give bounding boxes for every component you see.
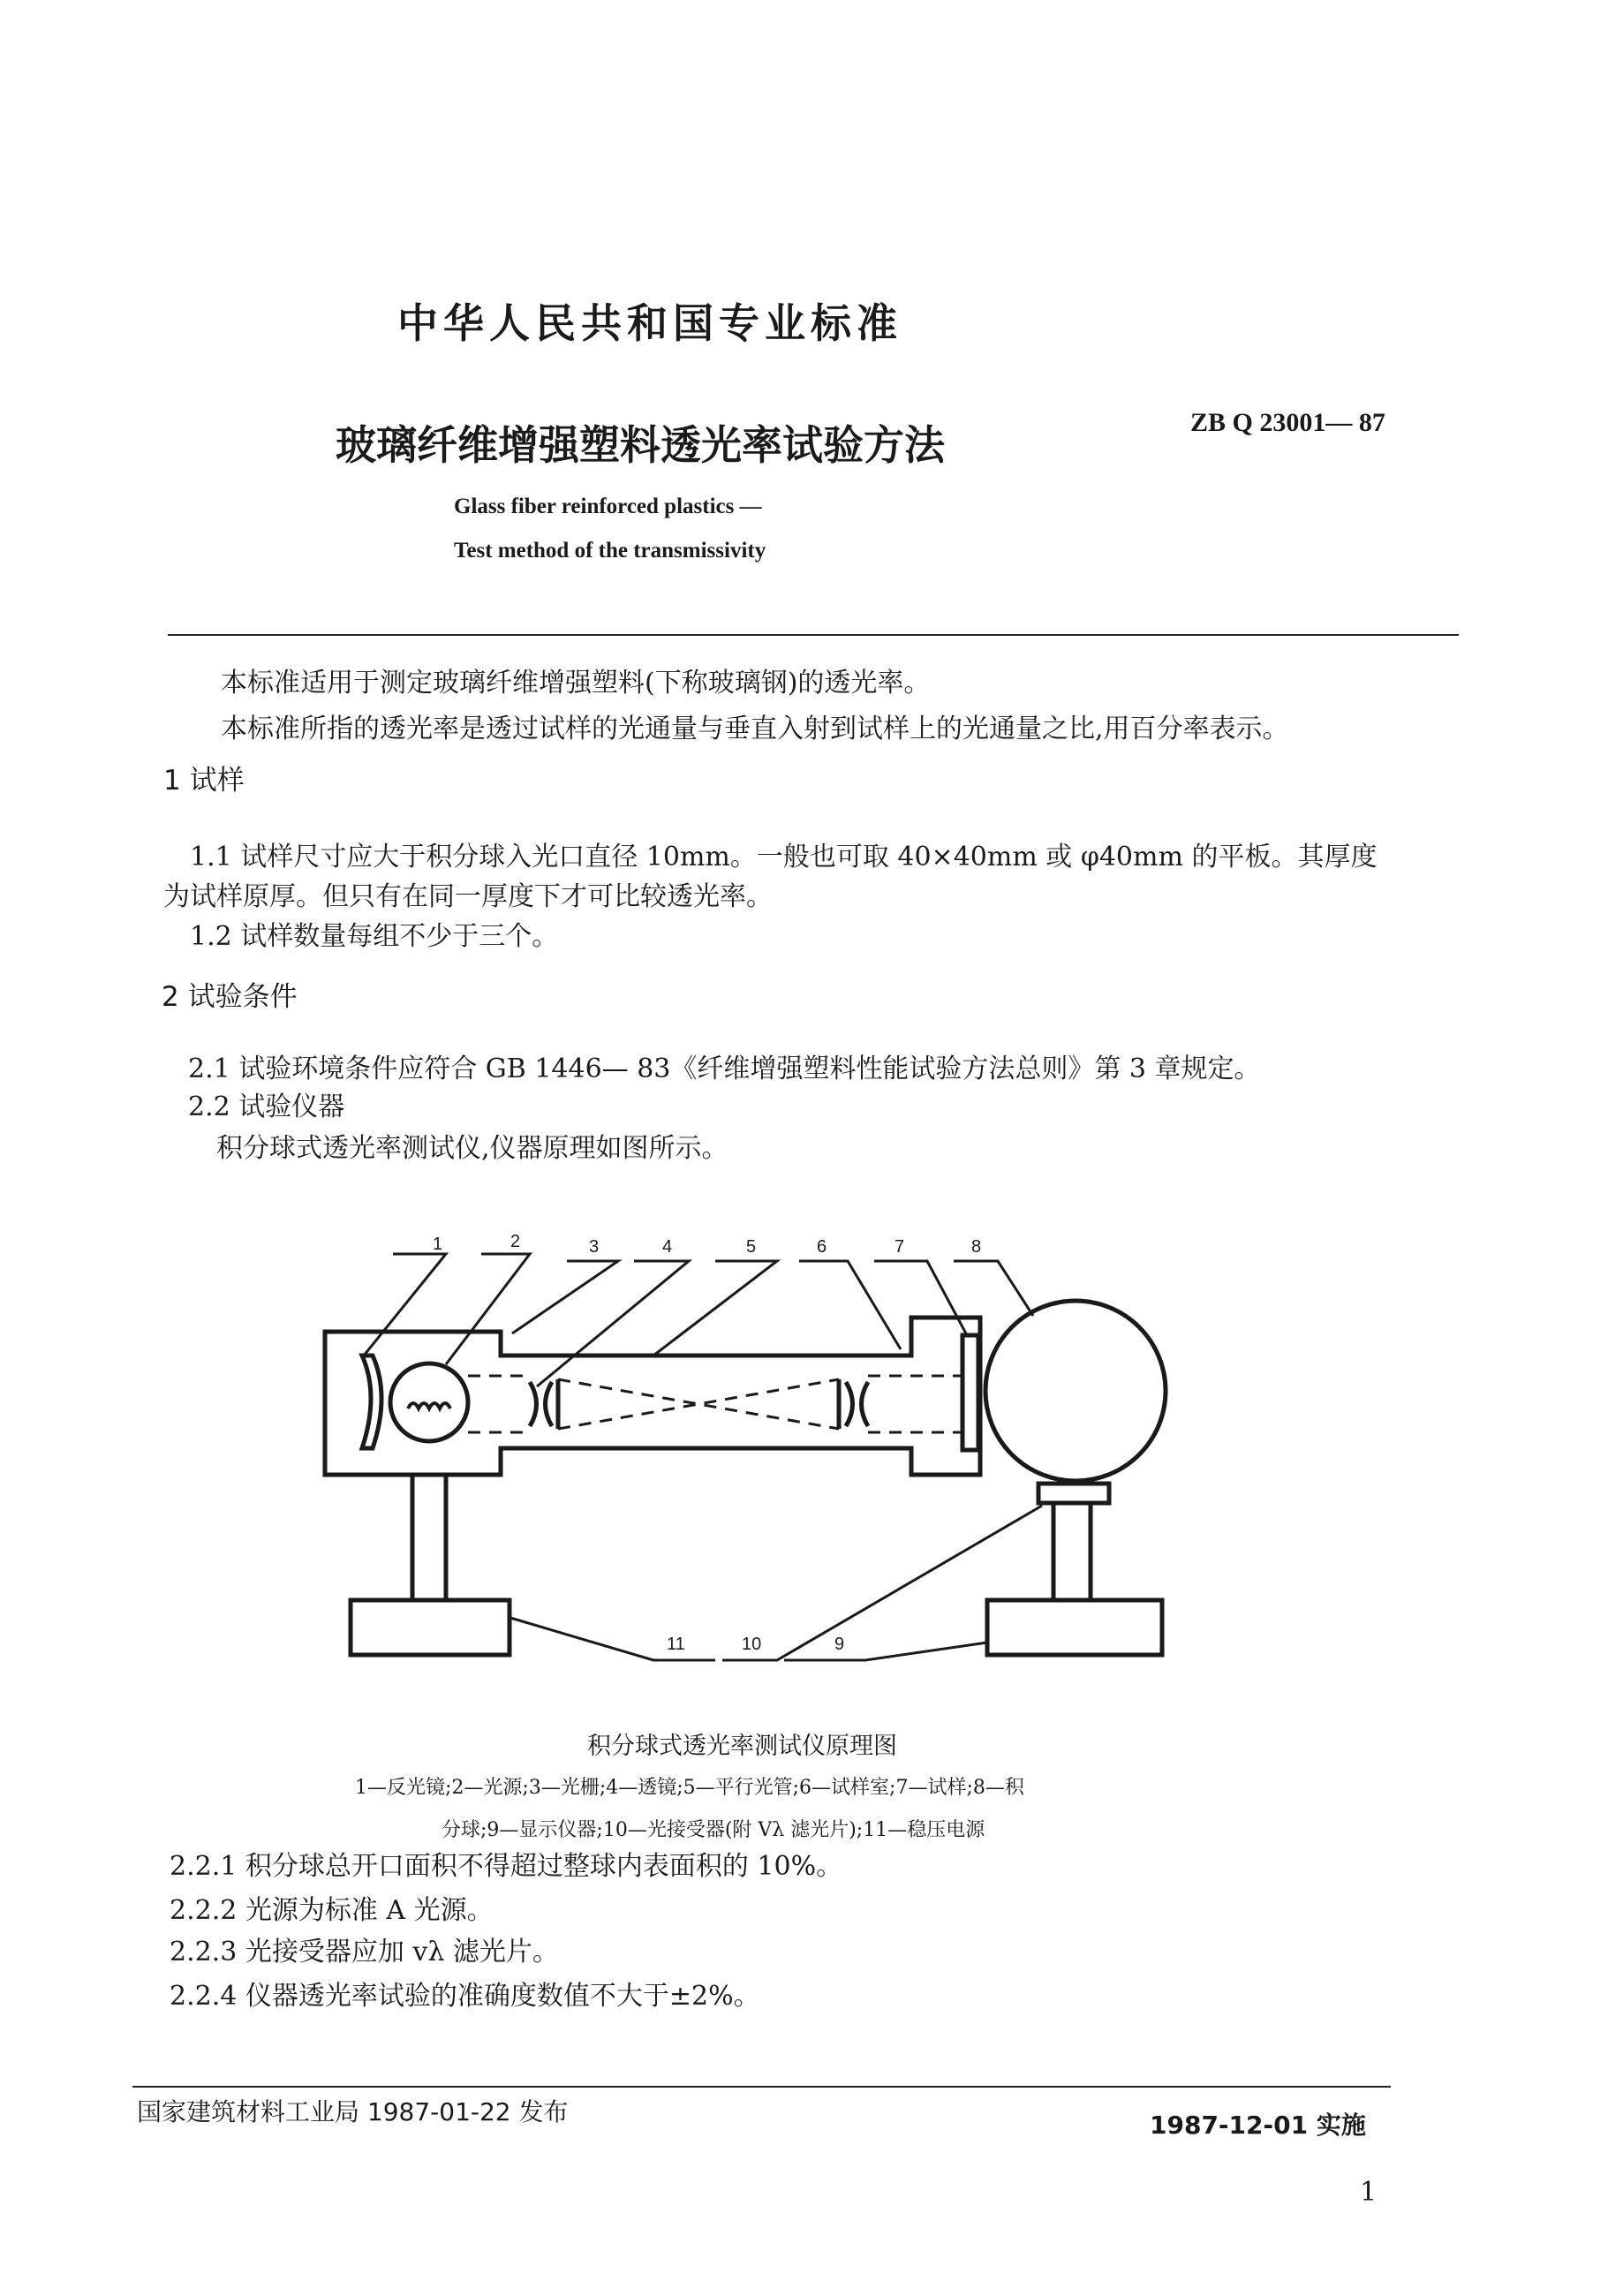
part-label-5: 5 <box>746 1237 757 1257</box>
clause-2-2-4: 2.2.4 仪器透光率试验的准确度数值不大于±2%。 <box>170 1981 760 2012</box>
part-label-1: 1 <box>433 1235 443 1254</box>
clause-2-2: 2.2 试验仪器 <box>188 1091 345 1122</box>
leader-lines <box>364 1254 1033 1386</box>
clause-2-2-1: 2.2.1 积分球总开口面积不得超过整球内表面积的 10%。 <box>170 1851 843 1882</box>
part-label-8: 8 <box>971 1237 982 1257</box>
part-label-6: 6 <box>817 1237 827 1257</box>
lamp-filament <box>408 1403 450 1409</box>
left-base-box <box>351 1600 510 1655</box>
reflector-mirror <box>362 1356 381 1448</box>
integrating-sphere <box>985 1301 1166 1481</box>
clause-2-2-description: 积分球式透光率测试仪,仪器原理如图所示。 <box>216 1133 728 1164</box>
light-source <box>390 1363 468 1441</box>
english-title-line-2: Test method of the transmissivity <box>454 539 766 563</box>
section-1-heading: 1 试样 <box>163 765 245 797</box>
effective-date: 1987-12-01 实施 <box>1150 2111 1366 2140</box>
clause-1-2: 1.2 试样数量每组不少于三个。 <box>190 921 559 952</box>
clause-1-1-line-1: 1.1 试样尺寸应大于积分球入光口直径 10mm。一般也可取 40×40mm 或 φ40mm 的平板。其厚度 <box>190 842 1378 872</box>
figure-caption: 积分球式透光率测试仪原理图 <box>587 1733 897 1760</box>
figure-legend-line-2: 分球;9—显示仪器;10—光接受器(附 Vλ 滤光片);11—稳压电源 <box>442 1819 985 1841</box>
header-divider <box>168 634 1459 636</box>
right-base-box <box>987 1600 1162 1655</box>
figure-legend-line-1: 1—反光镜;2—光源;3—光栅;4—透镜;5—平行光管;6—试样室;7—试样;8—积 <box>355 1777 1024 1799</box>
bottom-leader-lines <box>510 1506 1042 1660</box>
part-label-3: 3 <box>589 1237 600 1257</box>
clause-2-2-3: 2.2.3 光接受器应加 vλ 滤光片。 <box>170 1937 559 1967</box>
document-title: 玻璃纤维增强塑料透光率试验方法 <box>336 421 945 469</box>
part-label-2: 2 <box>510 1232 521 1251</box>
apparatus-diagram <box>0 1219 1623 1696</box>
page-number: 1 <box>1360 2177 1378 2208</box>
part-label-11: 11 <box>667 1635 685 1654</box>
right-support-pillar <box>1053 1503 1091 1598</box>
standard-code: ZB Q 23001— 87 <box>1190 408 1385 437</box>
receiver-mount <box>1038 1484 1109 1503</box>
standard-header: 中华人民共和国专业标准 <box>397 299 902 347</box>
beam-path <box>468 1376 962 1432</box>
english-title-line-1: Glass fiber reinforced plastics — <box>454 495 762 518</box>
part-label-4: 4 <box>662 1237 673 1257</box>
clause-2-1: 2.1 试验环境条件应符合 GB 1446— 83《纤维增强塑料性能试验方法总则》第 3 章规定。 <box>188 1054 1261 1084</box>
intro-paragraph-1: 本标准适用于测定玻璃纤维增强塑料(下称玻璃钢)的透光率。 <box>221 668 931 699</box>
clause-2-2-2: 2.2.2 光源为标准 A 光源。 <box>170 1895 494 1926</box>
clause-1-1-line-2: 为试样原厚。但只有在同一厚度下才可比较透光率。 <box>163 881 773 912</box>
part-label-7: 7 <box>895 1237 905 1257</box>
sample-holder <box>962 1335 978 1450</box>
issue-statement: 国家建筑材料工业局 1987-01-22 发布 <box>137 2097 569 2126</box>
part-label-10: 10 <box>742 1635 762 1654</box>
part-label-9: 9 <box>834 1635 845 1654</box>
left-lens <box>530 1379 558 1429</box>
left-support-pillar <box>412 1475 446 1598</box>
right-lens <box>839 1379 868 1429</box>
intro-paragraph-2: 本标准所指的透光率是透过试样的光通量与垂直入射到试样上的光通量之比,用百分率表示。 <box>221 714 1289 744</box>
section-2-heading: 2 试验条件 <box>162 981 298 1013</box>
footer-divider <box>132 2086 1391 2088</box>
